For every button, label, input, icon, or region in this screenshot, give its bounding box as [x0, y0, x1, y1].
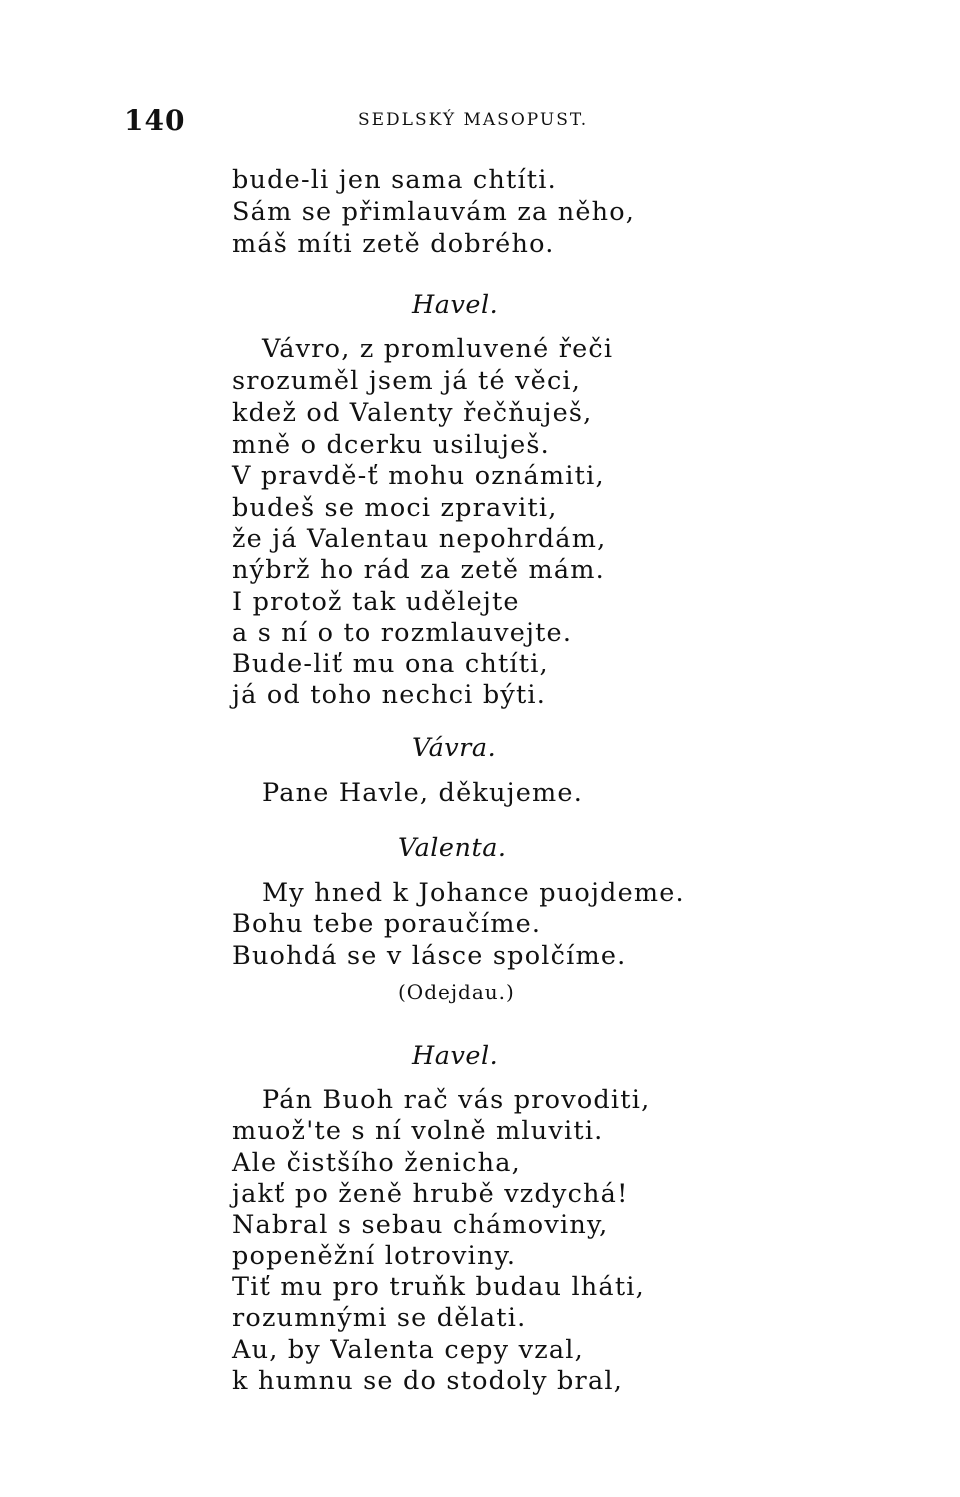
verse-line: budeš se moci zpraviti,	[232, 493, 558, 523]
stage-direction: (Odejdau.)	[398, 980, 515, 1004]
speaker-name: Havel.	[412, 1041, 499, 1071]
page-number: 140	[124, 104, 186, 137]
verse-line: mně o dcerku usiluješ.	[232, 430, 550, 460]
verse-line: kdež od Valenty řečňuješ,	[232, 398, 593, 428]
verse-line: srozuměl jsem já té věci,	[232, 366, 582, 396]
verse-line: popeněžní lotroviny.	[232, 1241, 517, 1271]
verse-line: Ale čistšího ženicha,	[232, 1148, 521, 1178]
verse-line: Vávro, z promluvené řeči	[262, 334, 614, 364]
verse-line: jakť po ženě hrubě vzdychá!	[232, 1179, 629, 1209]
verse-line: nýbrž ho rád za zetě mám.	[232, 555, 605, 585]
verse-line: Bude-liť mu ona chtíti,	[232, 649, 549, 679]
verse-line: máš míti zetě dobrého.	[232, 229, 555, 259]
verse-line: Pán Buoh rač vás provoditi,	[262, 1085, 651, 1115]
verse-line: bude-li jen sama chtíti.	[232, 165, 557, 195]
verse-line: Sám se přimlauvám za něho,	[232, 197, 636, 227]
verse-line: Bohu tebe poraučíme.	[232, 909, 542, 939]
running-title: SEDLSKÝ MASOPUST.	[358, 110, 589, 130]
speaker-name: Havel.	[412, 290, 499, 320]
verse-line: My hned k Johance puojdeme.	[262, 878, 685, 908]
verse-line: I protož tak udělejte	[232, 587, 520, 617]
verse-line: a s ní o to rozmlauvejte.	[232, 618, 573, 648]
verse-line: Pane Havle, děkujeme.	[262, 778, 584, 808]
speaker-name: Valenta.	[398, 833, 507, 863]
verse-line: V pravdě-ť mohu oznámiti,	[232, 461, 605, 491]
verse-line: já od toho nechci býti.	[232, 680, 547, 710]
verse-line: k humnu se do stodoly bral,	[232, 1366, 624, 1396]
verse-line: Nabral s sebau chámoviny,	[232, 1210, 609, 1240]
verse-line: že já Valentau nepohrdám,	[232, 524, 607, 554]
verse-line: Buohdá se v lásce spolčíme.	[232, 941, 627, 971]
verse-line: Tiť mu pro truňk budau lháti,	[232, 1272, 645, 1302]
speaker-name: Vávra.	[412, 733, 497, 763]
verse-line: rozumnými se dělati.	[232, 1303, 527, 1333]
verse-line: muož'te s ní volně mluviti.	[232, 1116, 604, 1146]
verse-line: Au, by Valenta cepy vzal,	[232, 1335, 584, 1365]
